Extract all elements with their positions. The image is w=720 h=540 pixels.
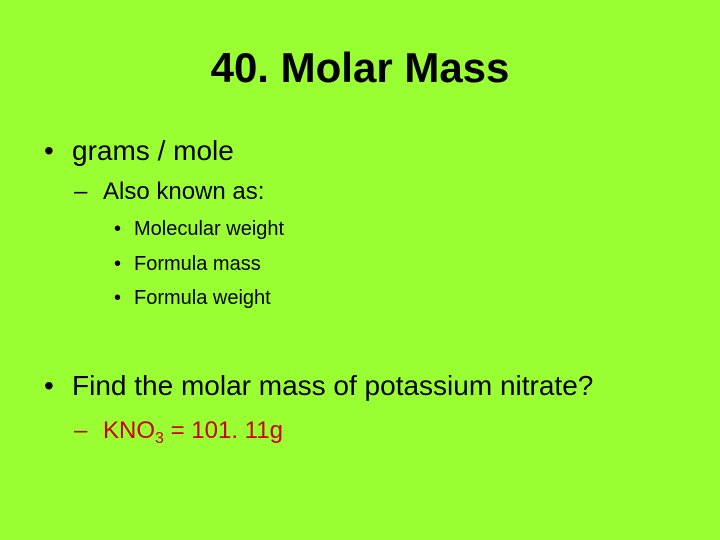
dash-marker: – (74, 417, 88, 444)
list-item-molecular-weight (0, 216, 720, 242)
list-item-text: Formula mass (134, 253, 261, 275)
bullet-marker: • (114, 287, 122, 309)
answer-formula (103, 416, 283, 446)
slide-title: 40. Molar Mass (210, 44, 510, 91)
formula-subscript: 3 (155, 430, 164, 447)
sub-bullet-text: Also known as: (103, 178, 265, 205)
bullet-grams-per-mole (0, 134, 720, 168)
bullet-text: grams / mole (72, 135, 234, 166)
bullet-marker: • (114, 218, 122, 240)
bullet-marker: • (114, 253, 122, 275)
list-item-text: Molecular weight (134, 218, 285, 240)
list-item-text: Formula weight (134, 287, 271, 309)
bullet-find-molar-mass (0, 369, 720, 403)
list-item-formula-mass (0, 251, 720, 277)
answer-knO3-molar-mass (0, 416, 720, 446)
dash-marker: – (74, 178, 88, 205)
bullet-text: Find the molar mass of potassium nitrate? (72, 370, 594, 401)
formula-result: = 101. 11g (163, 417, 283, 444)
bullet-marker: • (44, 370, 54, 401)
sub-bullet-also-known-as (0, 177, 720, 207)
list-item-formula-weight (0, 285, 720, 311)
bullet-marker: • (44, 135, 54, 166)
formula-main: KNO (103, 417, 156, 444)
